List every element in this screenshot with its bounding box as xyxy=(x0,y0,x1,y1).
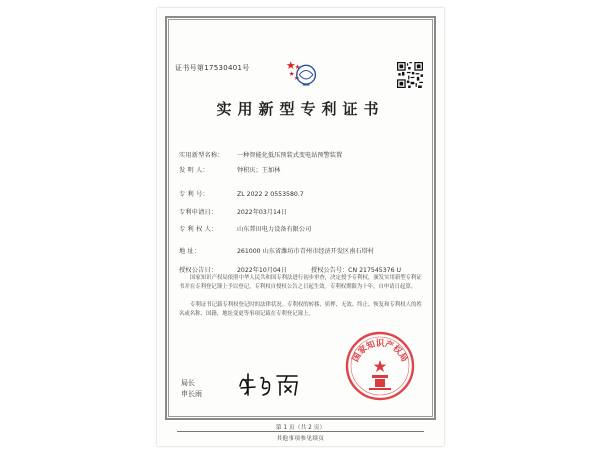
field-label: 发 明 人： xyxy=(179,167,209,174)
field-label: 实用新型名称： xyxy=(179,152,224,159)
field-utility-model-name xyxy=(179,150,342,159)
page-indicator: 第 1 页（共 2 页） xyxy=(275,425,326,431)
field-label: 地 址： xyxy=(179,248,201,255)
cnipa-emblem-icon xyxy=(284,56,318,90)
field-label: 专利申请日： xyxy=(179,209,218,216)
field-value: 一种智能化低压预装式变电站预警装置 xyxy=(237,152,343,159)
footer-divider xyxy=(177,431,424,432)
announcement-number: 授权公告号：CN 217545376 U xyxy=(311,267,401,274)
field-value: 钟积庆；王加林 xyxy=(237,167,281,174)
body-paragraph: 国家知识产权局依照中华人民共和国专利法进行初步审查，决定授予专利权，颁发实用新型专利证书并在专利登记簿上予以登记。专利权自授权公告之日起生效。专利权期限为十年，自申请日起算。 xyxy=(179,275,422,290)
field-value: 山东普田电力设备有限公司 xyxy=(237,226,312,233)
director-block xyxy=(181,378,202,400)
field-patentee xyxy=(179,224,311,233)
field-inventors xyxy=(179,165,280,174)
official-seal-icon xyxy=(344,330,416,402)
certificate-document xyxy=(157,8,444,446)
field-value: 261000 山东省潍坊市青州市经济开发区南石塔村 xyxy=(237,248,374,255)
director-name: 申长雨 xyxy=(181,390,202,398)
field-value: 2022年03月14日 xyxy=(237,209,288,216)
field-address xyxy=(179,246,374,255)
field-value: 2022年10月04日 xyxy=(237,267,288,274)
field-value: ZL 2022 2 0553580.7 xyxy=(237,191,304,198)
director-signature xyxy=(235,368,305,398)
footer-note: 其他事项参见续页 xyxy=(276,436,325,442)
director-title: 局长 xyxy=(181,379,195,387)
field-label: 专 利 号： xyxy=(179,191,209,198)
field-label: 专 利 权 人： xyxy=(179,226,218,233)
field-application-date xyxy=(179,207,287,216)
field-patent-number xyxy=(179,189,304,198)
seal-text: 国家知识产权局 xyxy=(350,339,410,364)
field-grant-date xyxy=(179,265,401,274)
certificate-title: 实用新型专利证书 xyxy=(216,100,385,118)
qr-code-icon xyxy=(397,62,423,88)
certificate-number: 证书号第17530401号 xyxy=(175,64,250,72)
body-paragraph: 专利证书记载专利权登记时的法律状况。专利权的转移、质押、无效、终止、恢复和专利权人的姓名或名称、国籍、地址变更等事项记载在专利登记簿上。 xyxy=(179,302,422,317)
field-label: 授权公告日： xyxy=(179,267,218,274)
